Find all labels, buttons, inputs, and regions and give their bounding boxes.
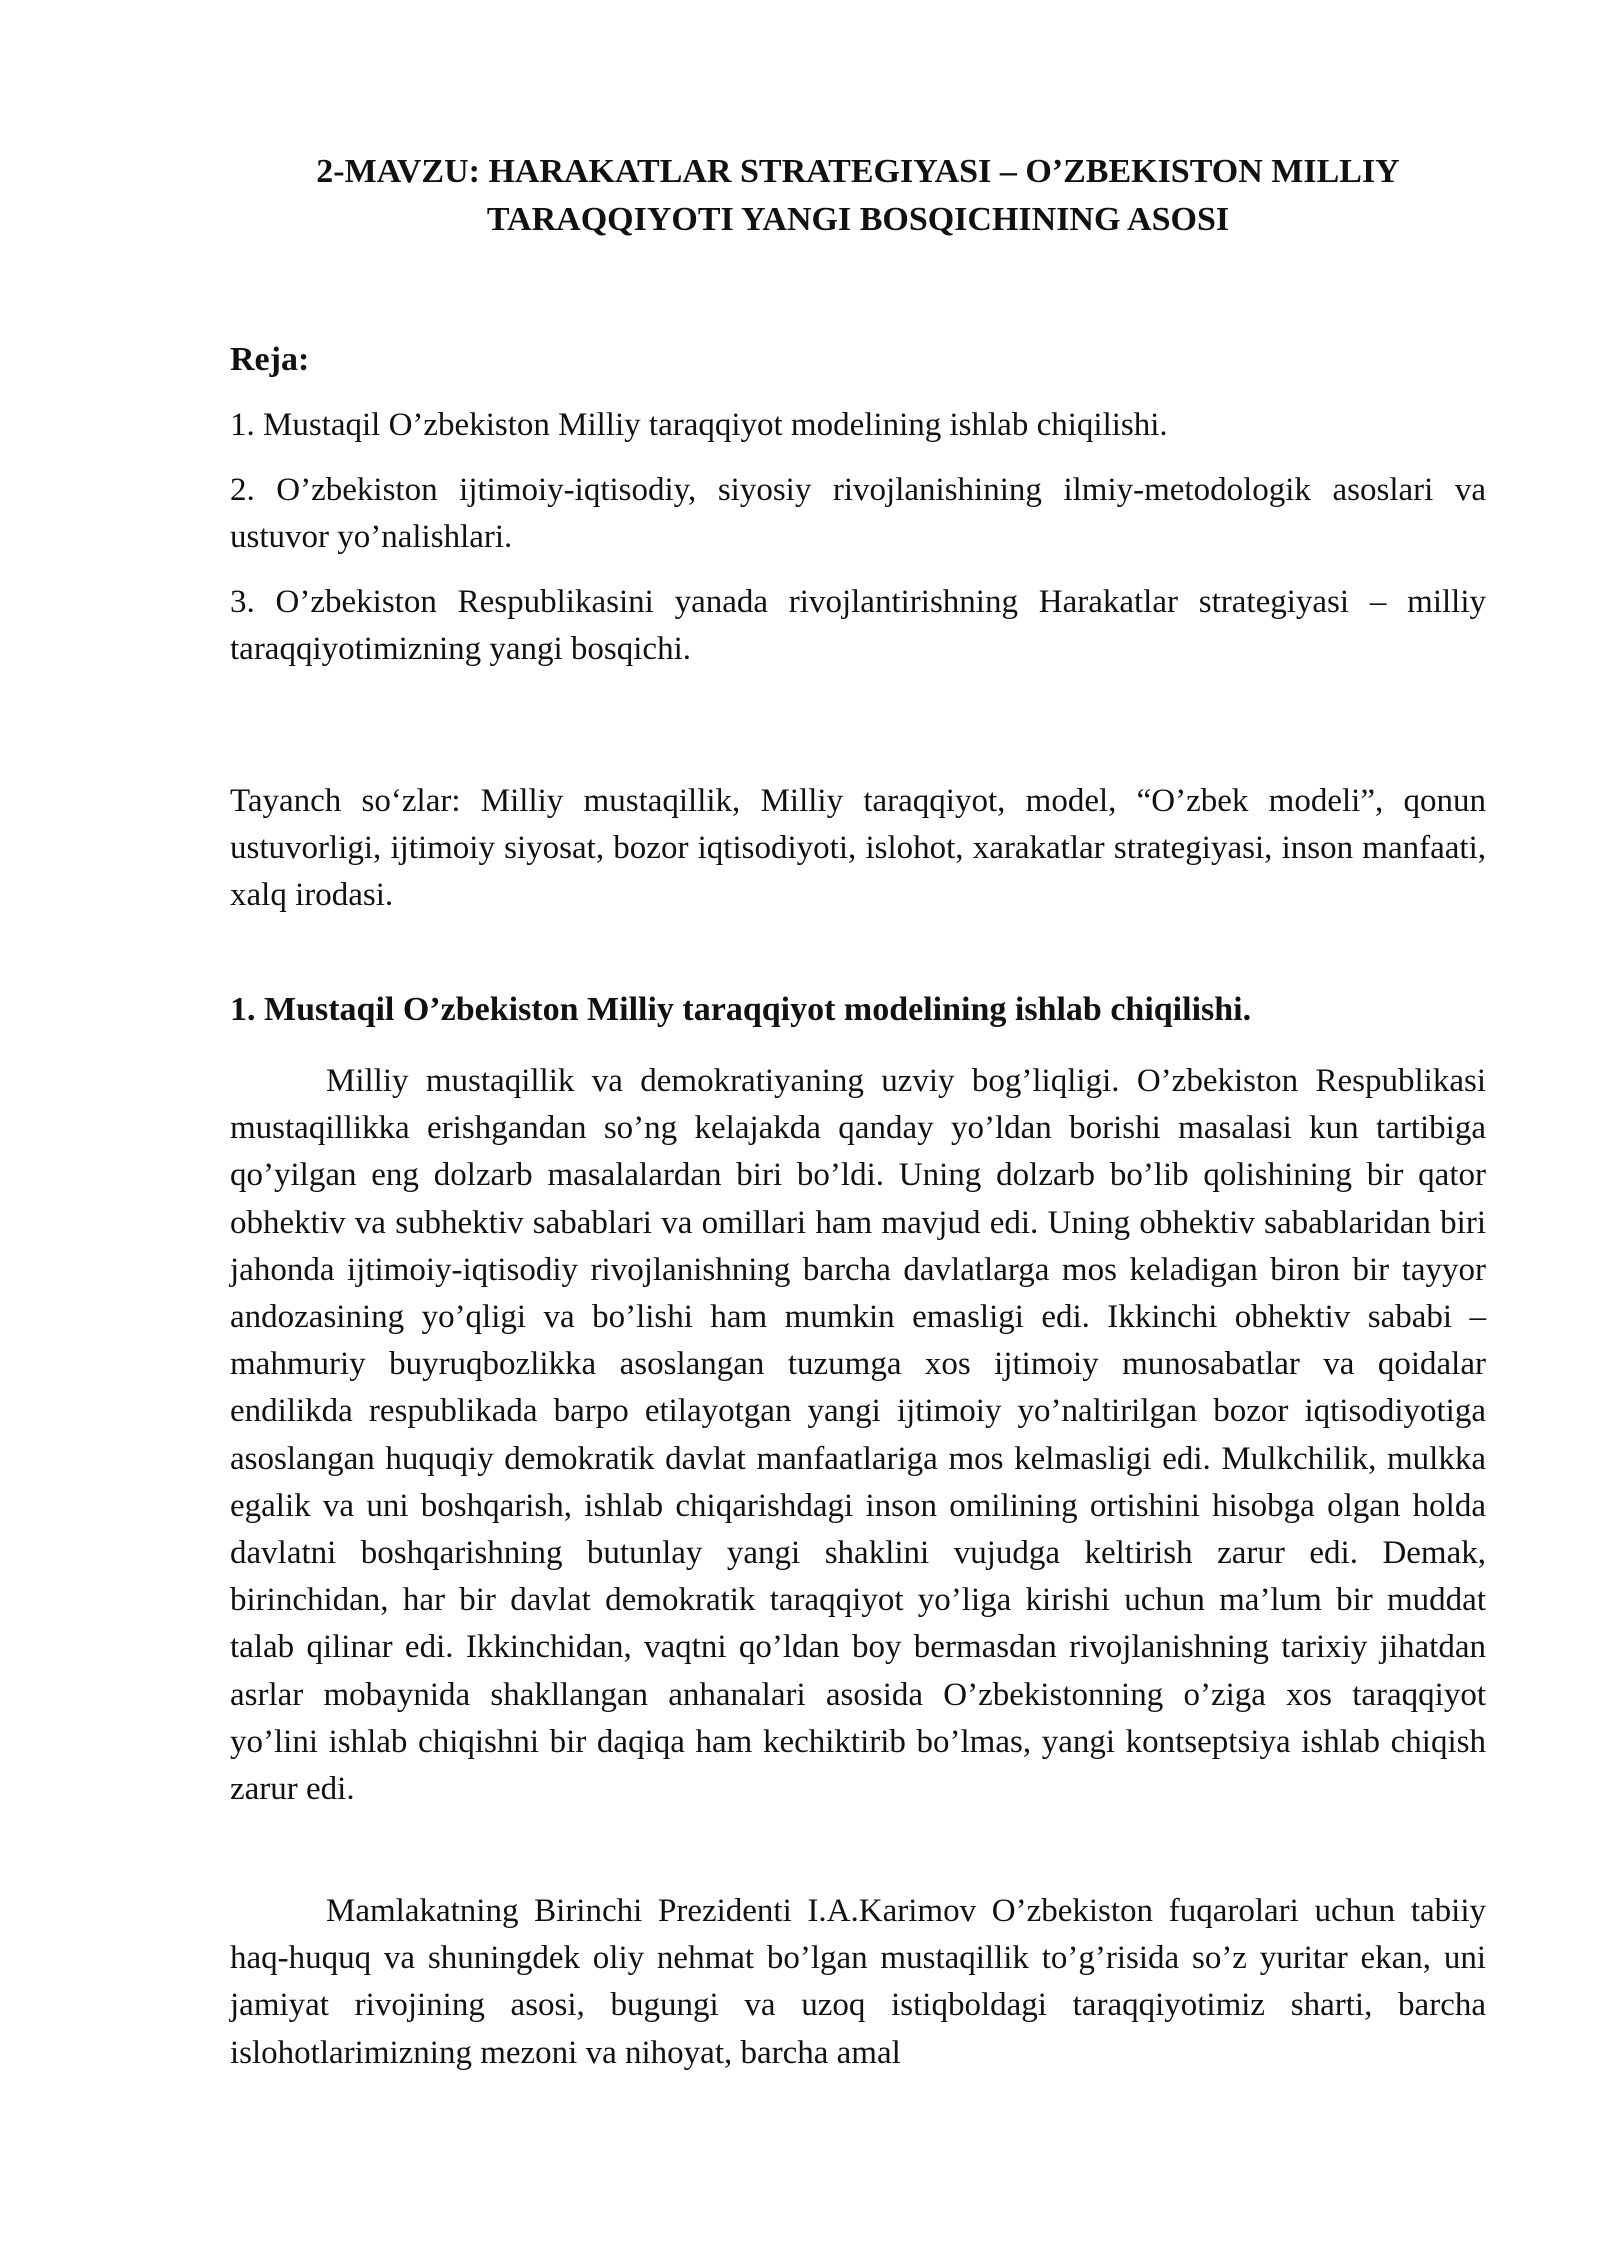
document-page (230, 148, 1486, 2071)
plan-list (230, 402, 1486, 691)
body-paragraph-1: Milliy mustaqillik va demokratiyaning uzviy bog’liqligi. O’zbekiston Respublikasi mustaqillikka erishgandan so’ng kelajakda qanday yo’ldan borishi masalasi kun tartibiga qo’yilgan eng dolzarb masalalardan biri bo’ldi. Uning dolzarb bo’lib qolishining bir qator obhektiv va subhektiv sabablari va omillari ham mavjud edi. Uning obhektiv sabablaridan biri jahonda ijtimoiy-iqtisodiy rivojlanishning barcha davlatlarga mos keladigan biron bir tayyor andozasining yo’qligi va bo’lishi ham mumkin emasligi edi. Ikkinchi obhektiv sababi – mahmuriy buyruqbozlikka asoslangan tuzumga xos ijtimoiy munosabatlar va qoidalar endilikda respublikada barpo etilayotgan yangi ijtimoiy yo’naltirilgan bozor iqtisodiyotiga asoslangan huquqiy demokratik davlat manfaatlariga mos kelmasligi edi. Mulkchilik, mulkka egalik va uni boshqarish, ishlab chiqarishdagi inson omilining ortishini hisobga olgan holda davlatni boshqarishning butunlay yangi shaklini vujudga keltirish zarur edi. Demak, birinchidan, har bir davlat demokratik taraqqiyot yo’liga kirishi uchun ma’lum bir muddat talab qilinar edi. Ikkinchidan, vaqtni qo’ldan boy bermasdan rivojlanishning tarixiy jihatdan asrlar mobaynida shakllangan anhanalari asosida O’zbekistonning o’ziga xos taraqqiyot yo’lini ishlab chiqishni bir daqiqa ham kechiktirib bo’lmas, yangi kontseptsiya ishlab chiqish zarur edi. (230, 1063, 1486, 1808)
document-title (230, 148, 1486, 244)
plan-item-3: 3. O’zbekiston Respublikasini yanada rivojlantirishning Harakatlar strategiyasi – milliy taraqqiyotimizning yangi bosqichi. (230, 584, 1486, 667)
keywords-paragraph: Tayanch so‘zlar: Milliy mustaqillik, Milliy taraqqiyot, model, “O’zbek modeli”, qonun ustuvorligi, ijtimoiy siyosat, bozor iqtisodiyoti, islohot, xarakatlar strategiyasi, inson manfaati, xalq irodasi. (230, 783, 1486, 913)
plan-item-2: 2. O’zbekiston ijtimoiy-iqtisodiy, siyosiy rivojlanishining ilmiy-metodologik asoslari va ustuvor yo’nalishlari. (230, 472, 1486, 555)
title-line-1: 2-MAVZU: HARAKATLAR STRATEGIYASI – O’ZBEKISTON MILLIY (316, 153, 1400, 190)
title-line-2: TARAQQIYOTI YANGI BOSQICHINING ASOSI (486, 201, 1230, 238)
body-paragraph-2: Mamlakatning Birinchi Prezidenti I.A.Karimov O’zbekiston fuqarolari uchun tabiiy haq-huquq va shuningdek oliy nehmat bo’lgan mustaqillik to’g’risida so’z yuritar ekan, uni jamiyat rivojining asosi, bugungi va uzoq istiqboldagi taraqqiyotimiz sharti, barcha islohotlarimizning mezoni va nihoyat, barcha amal (230, 1893, 1486, 2071)
plan-heading: Reja: (230, 341, 310, 378)
section-1-heading: 1. Mustaqil O’zbekiston Milliy taraqqiyot modelining ishlab chiqilishi. (230, 991, 1252, 1028)
plan-item-1: 1. Mustaqil O’zbekiston Milliy taraqqiyot modelining ishlab chiqilishi. (230, 407, 1168, 443)
